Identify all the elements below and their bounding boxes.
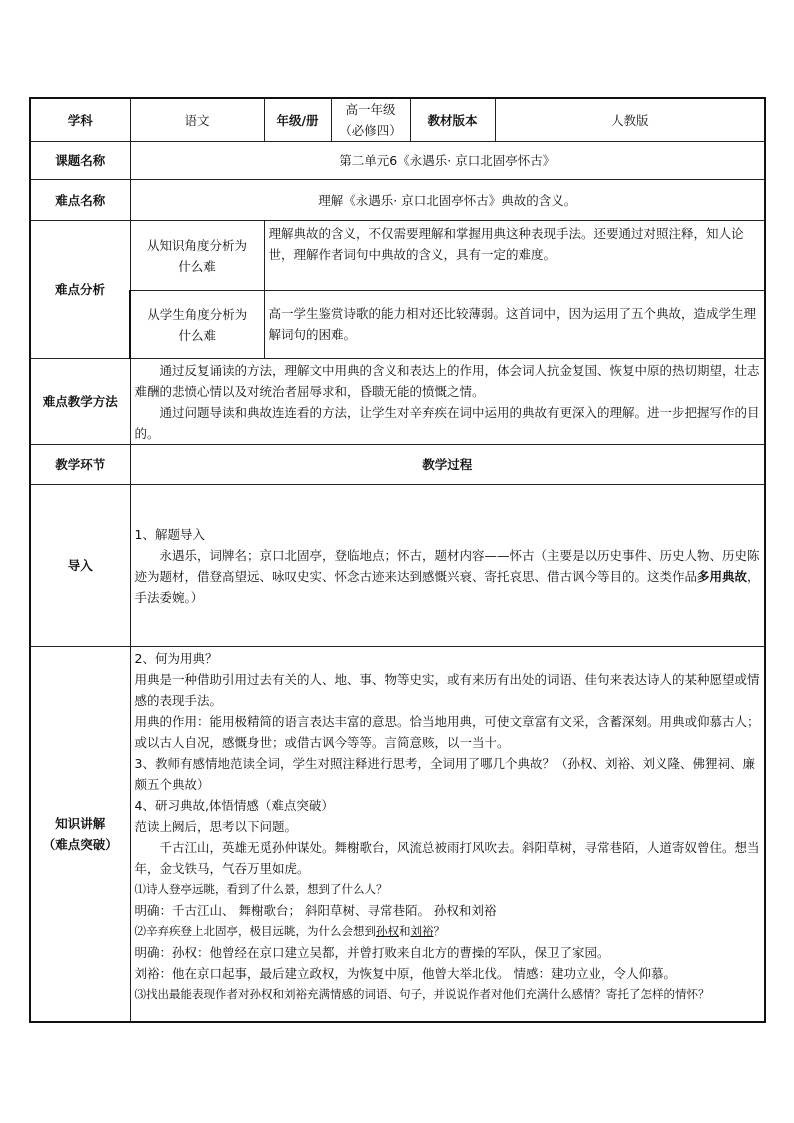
knowledge-label-line1: 知识讲解 — [55, 815, 106, 831]
knowledge-angle-text: 理解典故的含义，不仅需要理解和掌握用典这种表现手法。还要通过对照注释，知人论世，理解作者词句中典故的含义，具有一定的难度。 — [264, 221, 765, 291]
student-angle-label-line2: 什么难 — [178, 327, 216, 343]
edition-label: 教材版本 — [410, 98, 495, 142]
knowledge-angle-label — [130, 221, 264, 291]
knowledge-angle-label-line1: 从知识角度分析为 — [146, 237, 247, 253]
intro-content — [130, 485, 765, 647]
knowledge-line-5: 4、研习典故,体悟情感（难点突破） — [134, 798, 334, 813]
lesson-row — [30, 142, 765, 180]
lesson-plan-table — [29, 97, 766, 1023]
knowledge-line-10d: 刘裕 — [410, 924, 434, 938]
grade-label: 年级/册 — [264, 98, 331, 142]
knowledge-line-13: ⑶找出最能表现作者对孙权和刘裕充满情感的词语、句子，并说说作者对他们充满什么感情？寄托了怎样的情怀？ — [134, 987, 710, 1001]
process-label: 教学过程 — [130, 445, 765, 485]
student-angle-label-line1: 从学生角度分析为 — [147, 306, 248, 322]
knowledge-content — [130, 647, 765, 1022]
knowledge-label — [30, 647, 130, 1022]
edition-value: 人教版 — [495, 98, 765, 142]
lesson-value: 第二单元6《永遇乐· 京口北固亭怀古》 — [130, 142, 765, 180]
knowledge-line-11: 明确：孙权：他曾经在京口建立吴都，并曾打败来自北方的曹操的军队，保卫了家园。 — [134, 945, 610, 960]
intro-para-text: 永遇乐，词牌名；京口北固亭，登临地点；怀古，题材内容——怀古（主要是以历史事件、历史人物、历史陈迹为题材，借登高望远、咏叹史实、怀念古迹来达到感慨兴衰、寄托哀思、借古讽今等目的。这类作品 — [134, 547, 760, 584]
method-para-2: 通过问题导读和典故连连看的方法，让学生对辛弃疾在词中运用的典故有更深入的理解。进一步把握写作的目的。 — [134, 405, 760, 441]
knowledge-line-10b: 孙权 — [376, 924, 399, 938]
intro-para-bold: 多用典故 — [697, 568, 748, 584]
knowledge-line-3: 用典的作用：能用极精简的语言表达丰富的意思。恰当地用典，可使文章富有文采，含蓄深刻。用典或仰慕古人；或以古人自况，感慨身世；或借古讽今等等。言简意赅，以一当十。 — [134, 714, 760, 750]
intro-paragraph — [135, 545, 761, 608]
method-label: 难点教学方法 — [30, 359, 130, 445]
grade-value: 高一年级（必修四） — [331, 98, 410, 142]
lesson-label: 课题名称 — [30, 142, 130, 180]
method-row — [30, 359, 765, 445]
intro-row — [30, 485, 765, 647]
knowledge-line-12: 刘裕：他在京口起事，最后建立政权，为恢复中原，他曾大举北伐。 情感：建功立业，令人仰慕。 — [134, 966, 676, 981]
knowledge-line-10 — [135, 921, 761, 942]
knowledge-line-9: 明确：千古江山、 舞榭歌台； 斜阳草树、寻常巷陌。 孙权和刘裕 — [134, 903, 497, 918]
knowledge-line-7: 千古江山，英雄无觅孙仲谋处。舞榭歌台，风流总被雨打风吹去。斜阳草树，寻常巷陌，人道寄奴曾住。想当年，金戈铁马，气吞万里如虎。 — [134, 840, 760, 876]
knowledge-line-10e: ？ — [433, 924, 445, 938]
knowledge-line-6: 范读上阙后，思考以下问题。 — [134, 819, 298, 834]
process-header-row — [30, 445, 765, 485]
subject-value: 语文 — [130, 98, 264, 142]
difficulty-value: 理解《永遇乐· 京口北固亭怀古》典故的含义。 — [130, 180, 765, 221]
intro-line-1: 1、解题导入 — [134, 526, 205, 542]
intro-label: 导入 — [30, 485, 130, 647]
knowledge-line-2: 用典是一种借助引用过去有关的人、地、事、物等史实，或有来历有出处的词语、佳句来表达诗人的某种愿望或情感的表现手法。 — [134, 672, 760, 708]
knowledge-label-line2: （难点突破） — [42, 836, 118, 852]
knowledge-line-4: 3、教师有感情地范读全词，学生对照注释进行思考，全词用了哪几个典故？（孙权、刘裕、刘义隆、佛狸祠、廉颇五个典故） — [134, 756, 755, 792]
difficulty-label: 难点名称 — [30, 180, 130, 221]
knowledge-line-8: ⑴诗人登亭远眺，看到了什么景，想到了什么人？ — [134, 882, 388, 896]
analysis-label: 难点分析 — [30, 221, 130, 359]
intro-para-end: ，手法委婉。） — [134, 568, 760, 605]
header-row — [30, 98, 765, 142]
analysis-student-row — [30, 291, 765, 359]
knowledge-row — [30, 647, 765, 1022]
student-angle-text: 高一学生鉴赏诗歌的能力相对还比较薄弱。这首词中，因为运用了五个典故，造成学生理解词句的困难。 — [264, 291, 765, 359]
method-para-1: 通过反复诵读的方法，理解文中用典的含义和表达上的作用，体会词人抗金复国、恢复中原的热切期望，壮志难酬的悲愤心情以及对统治者屈辱求和，昏聩无能的愤慨之情。 — [134, 363, 760, 399]
knowledge-line-10c: 和 — [399, 924, 411, 938]
analysis-knowledge-row — [30, 221, 765, 291]
stage-label: 教学环节 — [30, 445, 130, 485]
knowledge-line-1: 2、何为用典？ — [134, 651, 218, 666]
knowledge-line-10a: ⑵辛弃疾登上北固亭，极目远眺，为什么会想到 — [134, 924, 376, 938]
student-angle-label — [130, 291, 264, 359]
difficulty-row — [30, 180, 765, 221]
subject-label: 学科 — [30, 98, 130, 142]
method-text — [130, 359, 765, 445]
knowledge-angle-label-line2: 什么难 — [178, 258, 216, 274]
